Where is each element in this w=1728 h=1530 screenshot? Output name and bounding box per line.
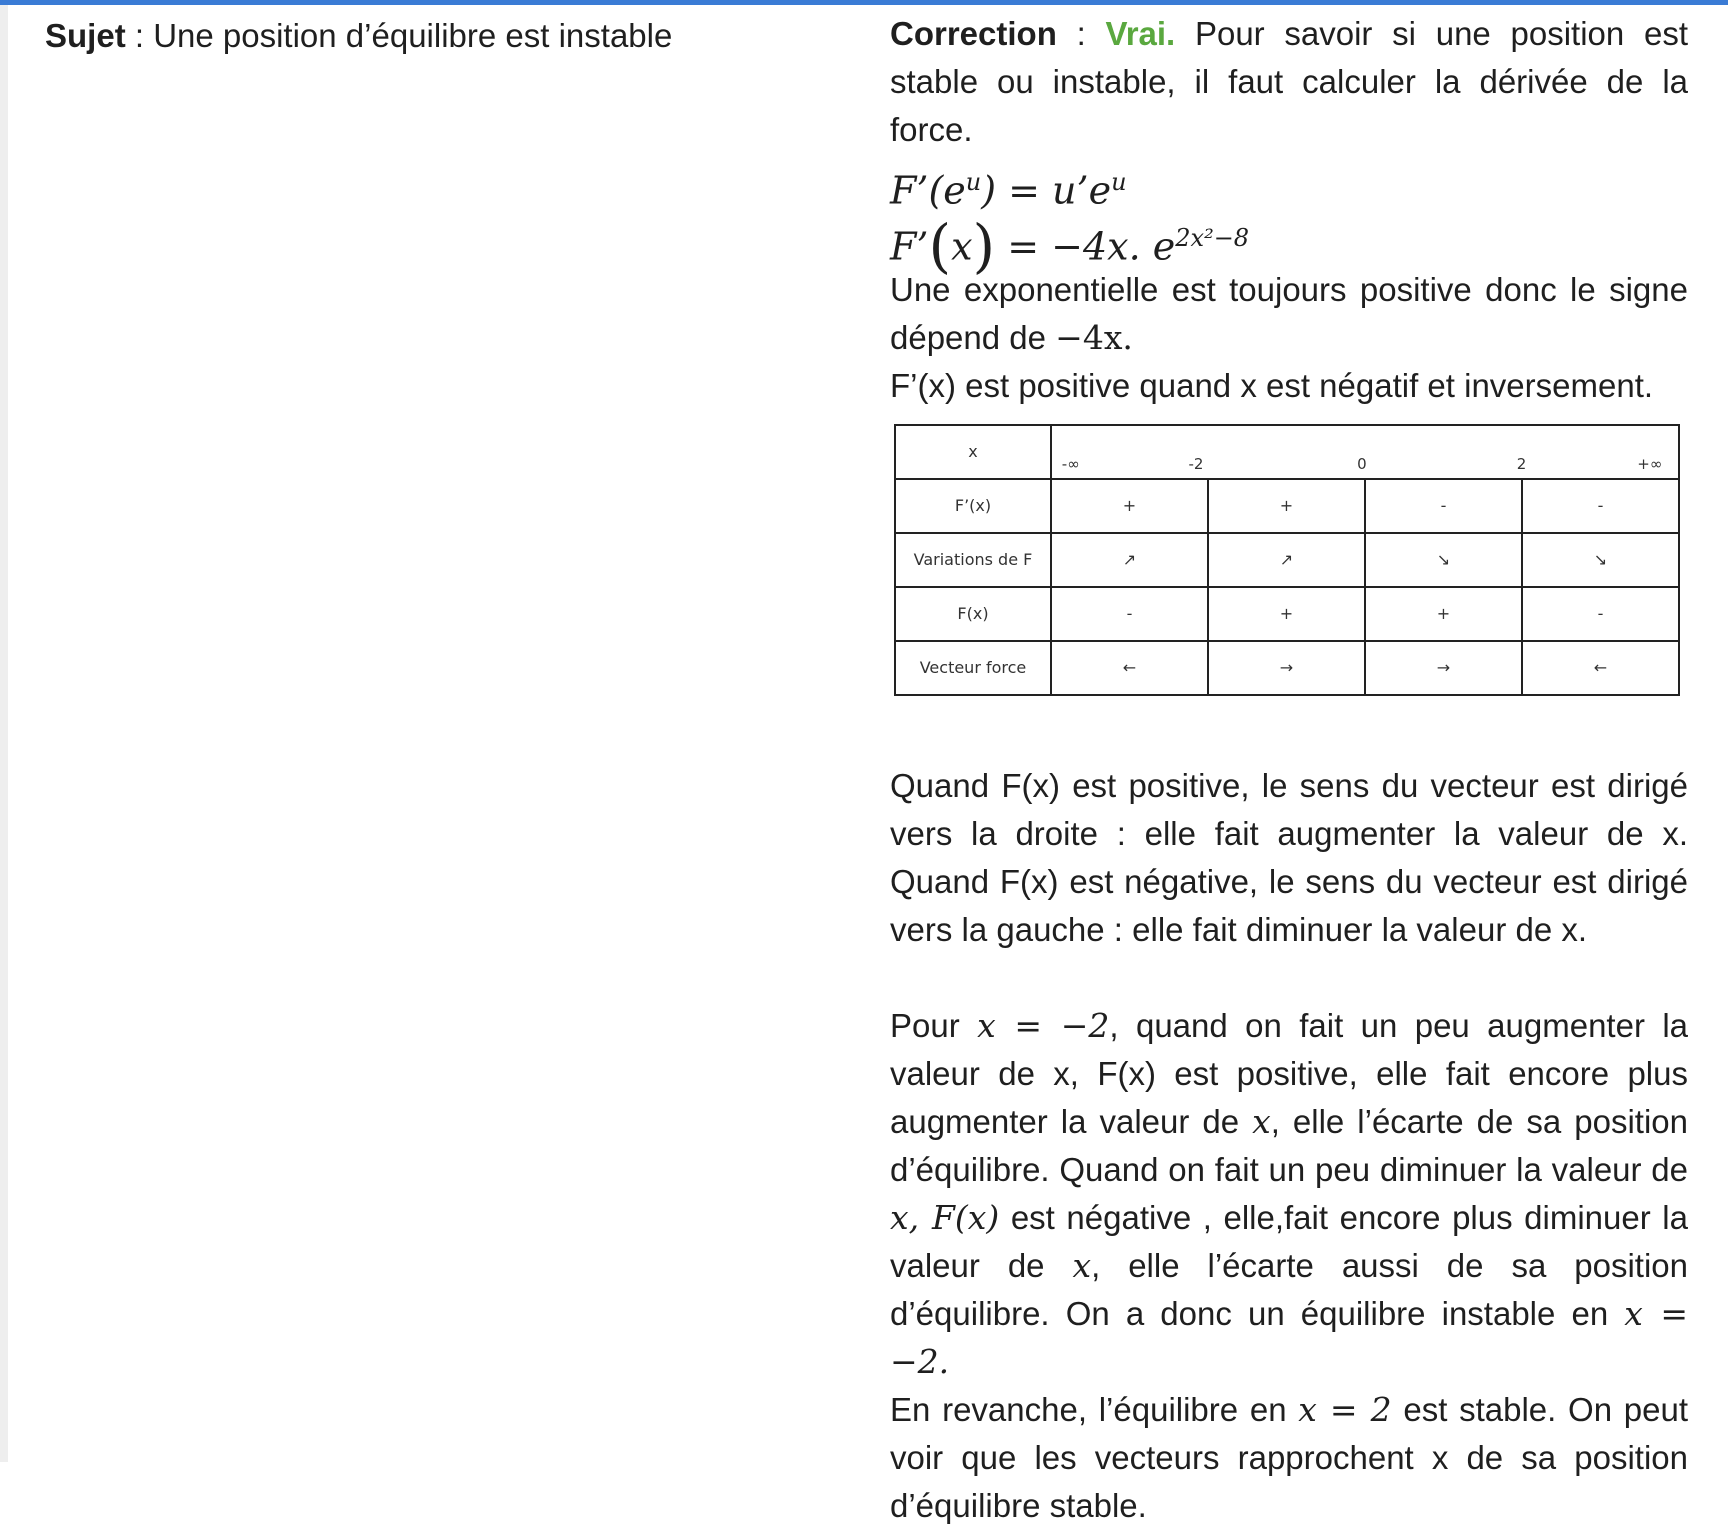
- unstable-equilibrium-paragraph: [890, 1002, 1688, 1386]
- eq1-rhs: ) = u’e: [981, 168, 1112, 213]
- eq2-exponent: 2x²−8: [1175, 224, 1250, 252]
- table-header-values: [1051, 425, 1679, 479]
- correction-intro: [890, 10, 1688, 154]
- equation-derivative-force: F’(x) = −4x. $e^{2x^2-8}$: [890, 211, 1250, 280]
- top-accent-bar: [0, 0, 1728, 5]
- subject-text: : Une position d’équilibre est instable: [125, 17, 673, 54]
- table-cell: ←: [1051, 641, 1208, 695]
- table-cell: +: [1208, 479, 1365, 533]
- x-value-plus-infinity: +∞: [1637, 455, 1663, 473]
- p2-math-2: x: [1252, 1102, 1271, 1141]
- table-cell: +: [1208, 587, 1365, 641]
- left-margin-strip: [0, 5, 8, 1462]
- x-value-minus-2: -2: [1188, 455, 1204, 473]
- eq2-rhs: = −4x. e: [995, 224, 1176, 269]
- row-label-force-vector: Vecteur force: [895, 641, 1051, 695]
- exponential-paragraph: [890, 266, 1688, 362]
- table-cell: -: [1522, 587, 1679, 641]
- table-cell: ←: [1522, 641, 1679, 695]
- table-cell: +: [1051, 479, 1208, 533]
- eq2-var: x: [951, 224, 973, 269]
- table-row: [895, 533, 1679, 587]
- p2-text-c: , elle l’écarte de sa position d’équilibre. Quand on fait un peu diminuer la valeur de: [890, 1103, 1688, 1188]
- eq2-lhs: F’: [890, 224, 929, 269]
- table-cell: →: [1365, 641, 1522, 695]
- x-value-2: 2: [1516, 455, 1527, 473]
- table-cell: ↗: [1208, 533, 1365, 587]
- p2-text-a: Pour: [890, 1007, 978, 1044]
- p2-text-b: , quand on fait un peu augmenter la valeur de x, F(x) est positive, elle fait encore plus augmenter la valeur de: [890, 1007, 1688, 1140]
- p3-text-a: En revanche, l’équilibre en: [890, 1391, 1299, 1428]
- equation-derivative-rule: [890, 154, 1688, 213]
- table-cell: ↗: [1051, 533, 1208, 587]
- table-cell: -: [1365, 479, 1522, 533]
- table-cell: -: [1522, 479, 1679, 533]
- correction-sep: :: [1056, 15, 1106, 52]
- table-cell: -: [1051, 587, 1208, 641]
- table-header-label: x: [895, 425, 1051, 479]
- variation-table: [894, 424, 1680, 696]
- table-row: [895, 641, 1679, 695]
- verdict-badge: Vrai.: [1105, 15, 1176, 52]
- correction-intro-text: Pour savoir si une position est stable ou instable, il faut calculer la dérivée de la force.: [890, 15, 1688, 148]
- eq1-rhs-sup: u: [1111, 168, 1127, 196]
- correction-label: Correction: [890, 15, 1057, 52]
- table-cell: →: [1208, 641, 1365, 695]
- correction-column: [890, 10, 1688, 1530]
- p2-math-3: x, F(x): [890, 1198, 1000, 1237]
- sign-paragraph: F’(x) est positive quand x est négatif et inversement.: [890, 367, 1654, 404]
- table-cell: ↘: [1522, 533, 1679, 587]
- p2-text-d: est négative , elle,fait encore plus diminuer la valeur de: [890, 1199, 1688, 1284]
- table-row: [895, 587, 1679, 641]
- exponential-text: Une exponentielle est toujours positive donc le signe dépend de: [890, 271, 1688, 356]
- subject-label: Sujet: [45, 17, 126, 54]
- p2-math-1: x = −2: [977, 1006, 1110, 1045]
- eq1-lhs: F’(e: [890, 168, 966, 213]
- eq1-lhs-sup: u: [965, 168, 982, 196]
- row-label-variations: Variations de F: [895, 533, 1051, 587]
- x-value-0: 0: [1357, 455, 1367, 473]
- p2-math-4: x: [1072, 1246, 1092, 1285]
- row-label-force-value: F(x): [895, 587, 1051, 641]
- table-row: [895, 479, 1679, 533]
- table-cell: ↘: [1365, 533, 1522, 587]
- stable-equilibrium-paragraph: [890, 1386, 1688, 1530]
- variation-table-wrapper: [890, 420, 1680, 714]
- row-label-derivative: F’(x): [895, 479, 1051, 533]
- force-direction-paragraph: Quand F(x) est positive, le sens du vecteur est dirigé vers la droite : elle fait augmenter la valeur de x. Quand F(x) est négative, le sens du vecteur est dirigé vers la gauche : elle fait diminuer la valeur de x.: [890, 767, 1688, 948]
- x-value-minus-infinity: -∞: [1061, 455, 1080, 473]
- p2-math-5: x = −2.: [890, 1294, 1688, 1381]
- exponential-math: −4x.: [1055, 318, 1133, 357]
- p2-text-e: , elle l’écarte aussi de sa position d’équilibre. On a donc un équilibre instable en: [890, 1247, 1688, 1332]
- p3-math-1: x = 2: [1298, 1390, 1392, 1429]
- subject-line: [45, 14, 672, 58]
- table-cell: +: [1365, 587, 1522, 641]
- table-header-row: [895, 425, 1679, 479]
- p3-text-b: est stable. On peut voir que les vecteurs rapprochent x de sa position d’équilibre stable.: [890, 1391, 1688, 1524]
